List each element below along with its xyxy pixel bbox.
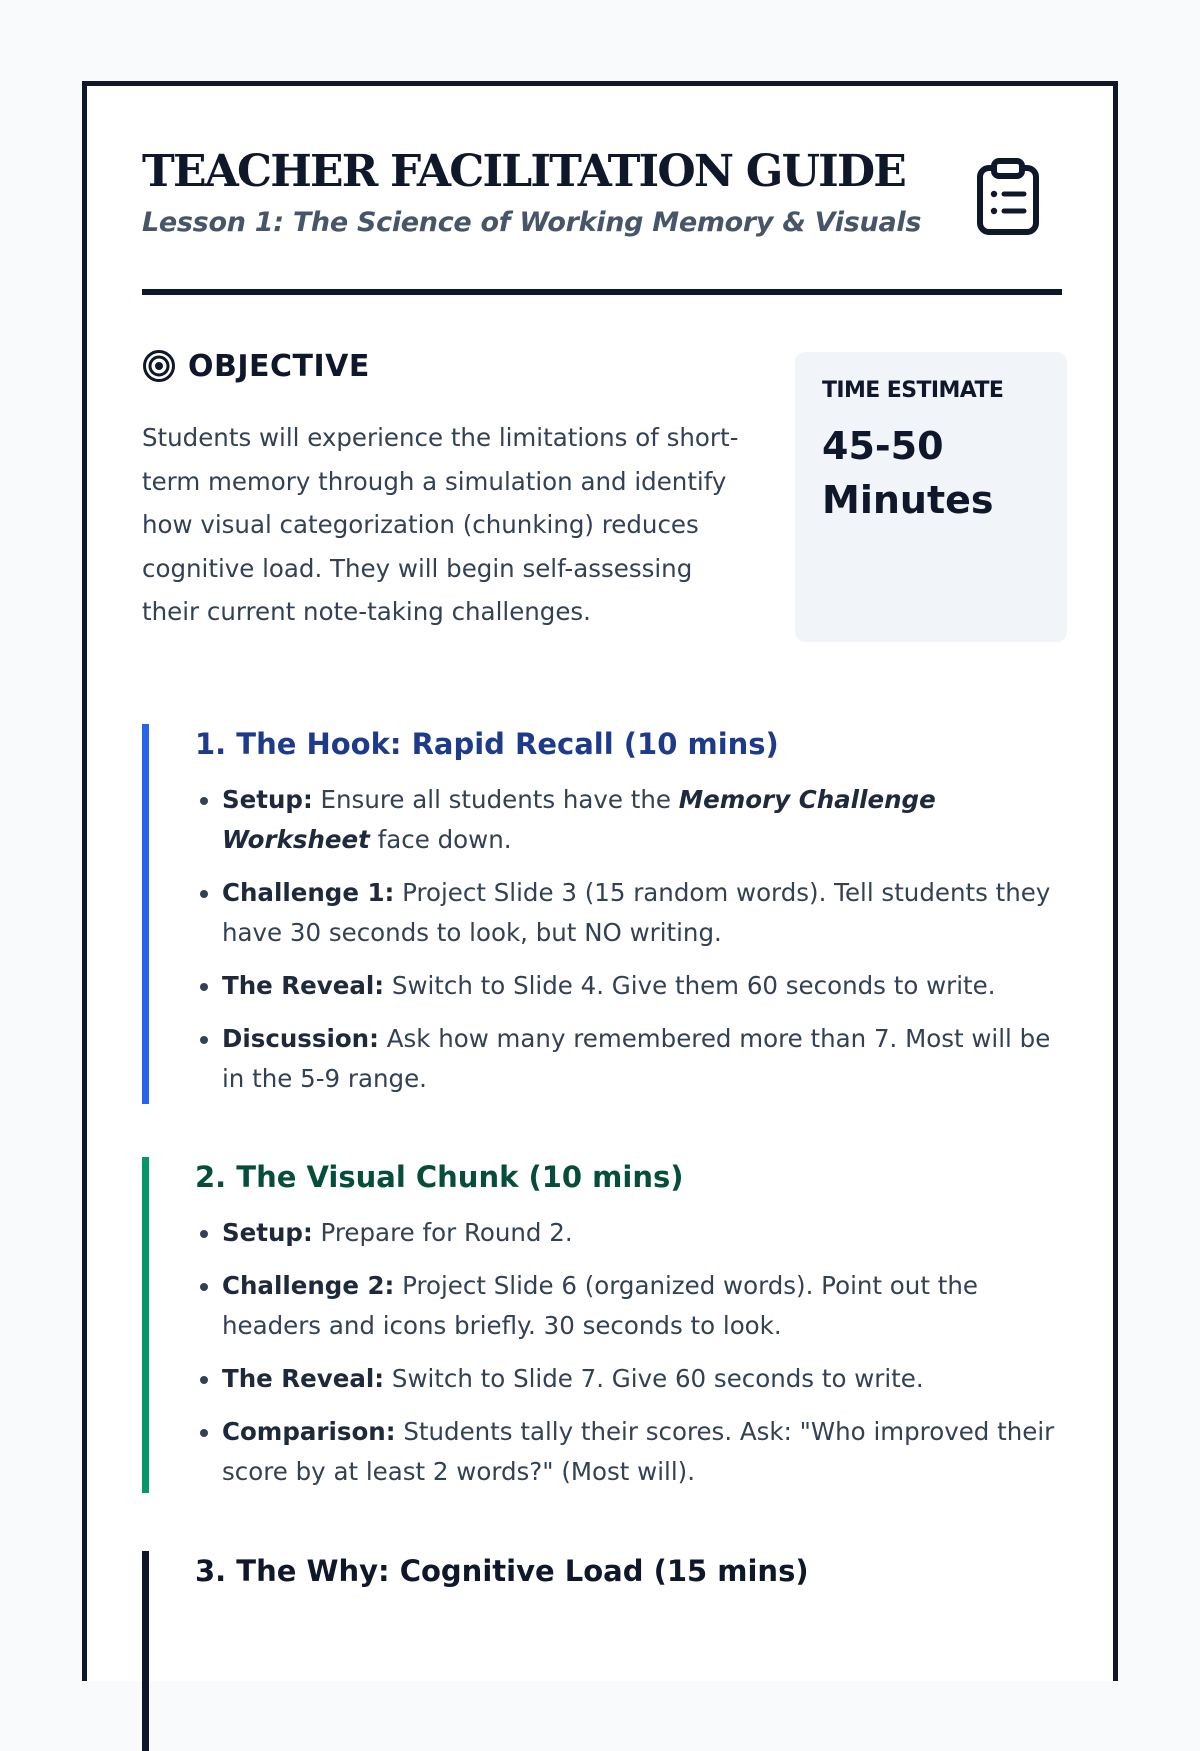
list-item [222,966,1062,1006]
list-item [222,1266,1062,1346]
page-subtitle: Lesson 1: The Science of Working Memory & Visuals [142,207,922,238]
section-title: 1. The Hook: Rapid Recall (10 mins) [195,727,779,761]
section-visual-chunk [142,1157,1062,1493]
objective-heading [142,348,742,384]
item-label: Setup: [222,785,313,814]
list-item [222,1412,1062,1492]
list-item [222,1213,1062,1253]
time-estimate-card [795,352,1067,642]
header-divider [142,289,1062,295]
item-label: Discussion: [222,1024,379,1053]
facilitation-guide-page [82,81,1118,1681]
item-text: Ensure all students have the [312,785,679,814]
step-list [195,1213,1062,1492]
item-text: Project Slide 6 (organized words). Point out the headers and icons briefly. 30 seconds to look. [222,1271,978,1340]
objective-text: Students will experience the limitations of short-term memory through a simulation and identify how visual categorization (chunking) reduces cognitive load. They will begin self-assessing their current note-taking challenges. [142,423,739,626]
item-label: Comparison: [222,1417,396,1446]
step-list [195,780,1062,1099]
section-cognitive-load [142,1551,1062,1751]
list-item [222,780,1062,860]
item-text: Switch to Slide 7. Give 60 seconds to write. [384,1364,924,1393]
target-icon [142,349,176,383]
time-estimate-label: TIME ESTIMATE [822,378,1004,403]
list-item [222,873,1062,953]
list-item [222,1359,1062,1399]
item-label: The Reveal: [222,971,385,1000]
section-title: 3. The Why: Cognitive Load (15 mins) [195,1554,809,1588]
time-estimate-value: 45-50 Minutes [822,424,994,522]
worksheet-name: Memory Challenge Worksheet [222,785,936,854]
list-item [222,1019,1062,1099]
item-text: face down. [369,825,512,854]
guide-header [142,146,1062,296]
item-label: The Reveal: [222,1364,385,1393]
item-text: Ask how many remembered more than 7. Most will be in the 5-9 range. [222,1024,1051,1093]
item-text: Switch to Slide 4. Give them 60 seconds to write. [384,971,996,1000]
clipboard-list-icon [976,158,1040,236]
item-text: Prepare for Round 2. [312,1218,573,1247]
section-hook [142,724,1062,1104]
item-label: Challenge 2: [222,1271,395,1300]
item-text: Students tally their scores. Ask: "Who improved their score by at least 2 words?" (Most will). [222,1417,1055,1486]
item-label: Challenge 1: [222,878,395,907]
section-title: 2. The Visual Chunk (10 mins) [195,1160,684,1194]
item-label: Setup: [222,1218,313,1247]
objective-section [142,348,742,634]
objective-title: OBJECTIVE [188,348,370,384]
item-text: Project Slide 3 (15 random words). Tell students they have 30 seconds to look, but NO writing. [222,878,1051,947]
page-title: TEACHER FACILITATION GUIDE [142,146,906,197]
